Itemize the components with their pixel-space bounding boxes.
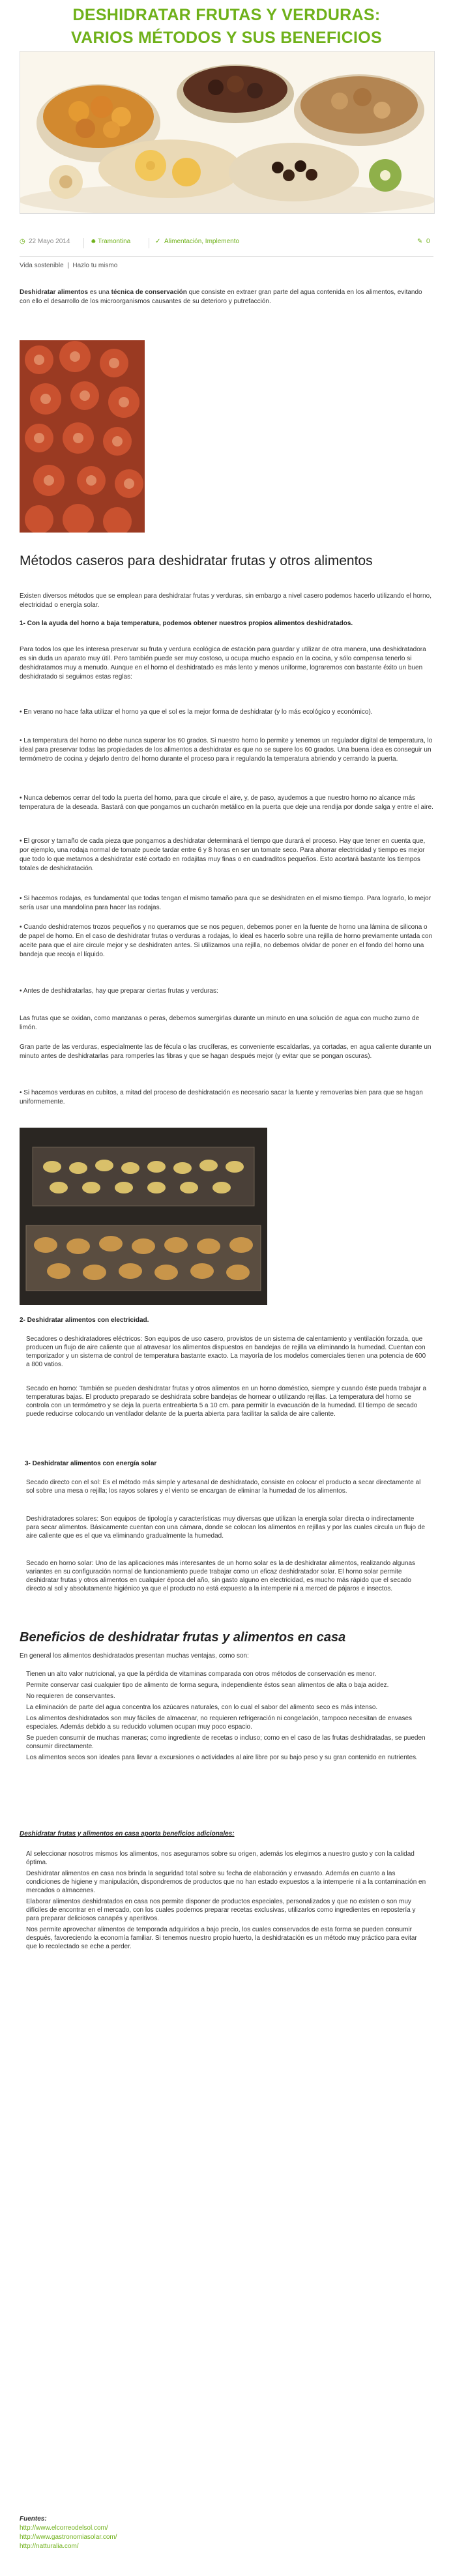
electricidad-paragraph-2: Secado en horno: También se pueden deshidratar frutas y otros alimentos en un horno doméstico, siempre y cuando éste pueda trabajar a temperaturas bajas. El producto preparado se deshidrata sobre bandejas de hornear o utilizando rejillas. La temperatura del horno se controla con un termómetro y se deja la puerta entreabierta 5 a 10 cm. para permitir la evacuación de la humedad. El tiempo de secado puede reducirse colocando un ventilador delante de la puerta abierta para facilitar la salida de aire caliente. — [26, 1385, 427, 1418]
hero-image-dried-fruits — [20, 51, 435, 214]
sources-label: Fuentes: — [20, 2515, 47, 2523]
list-item: No requieren de conservantes. — [26, 1693, 115, 1700]
bullet-verano: • En verano no hace falta utilizar el horno ya que el sol es la mejor forma de deshidratar (y lo más ecológico y económico). — [20, 709, 373, 716]
subheading-electricidad: 2- Deshidratar alimentos con electricidad. — [20, 1317, 149, 1324]
beneficios-extra-list — [26, 1850, 427, 1954]
frutas-paragraph: Las frutas que se oxidan, como manzanas o peras, debemos sumergirlas durante un minuto en una solución de agua con mucho zumo de limón. — [20, 1015, 420, 1031]
section-heading-beneficios: Beneficios de deshidratar frutas y alimentos en casa — [20, 1630, 346, 1645]
horno-paragraph: Para todos los que les interesa preservar su fruta y verdura ecológica de estación para guardar y utilizar de otra manera, una deshidratadora es sin duda un aparato muy útil. Pero también puede ser muy costoso, u ocupa mucho espacio en la cocina, y sólo compensa tenerlo si deshidratamos muy a menudo. Aunque en el horno el deshidratado es más lento y menos uniforme, lograremos con bastante éxito un buen deshidratado si seguimos estas reglas: — [20, 646, 426, 681]
list-item: Permite conservar casi cualquier tipo de alimento de forma segura, independiente éstos sean alimentos de alta o baja acidez. — [26, 1682, 389, 1689]
list-item: Los alimentos secos son ideales para llevar a excursiones o actividades al aire libre por su bajo peso y su gran contenido en nutrientes. — [26, 1754, 418, 1761]
article-meta — [20, 238, 433, 250]
image-oven-trays — [20, 1128, 267, 1305]
bullet-rodajas: • Si hacemos rodajas, es fundamental que todas tengan el mismo tamaño para que se deshidraten en el mismo tiempo. Para lograrlo, lo mejor sería usar una mandolina para hacer las rodajas. — [20, 895, 431, 911]
solar-paragraph-3: Secado en horno solar: Uno de las aplicaciones más interesantes de un horno solar es la de deshidratar alimentos, realizando algunas variantes en su configuración normal de funcionamiento puede trabajar como un eficaz deshidratador solar. El horno solar permite deshidratar frutas y otros alimentos en cualquier época del año, sin gasto alguno en electricidad, es mucho más rápido que el secado directo al sol y absolutamente higiénico ya que el producto no está expuesto a la intemperie ni a merced de pájaros e insectos. — [26, 1560, 416, 1592]
divider — [83, 238, 84, 248]
page-title — [0, 4, 453, 50]
bullet-temperatura: • La temperatura del horno no debe nunca superar los 60 grados. Si nuestro horno lo permite y tenemos un regulador digital de temperatura, lo ideal para preservar todas las propiedades de los alimentos a deshidratar es que no se supere los 60 grados. Una buena idea es conseguir un termómetro de cocina y dejarlo dentro del horno durante el proceso para ir regulando la temperatura abriendo y cerrando la puerta. — [20, 737, 433, 763]
comment-count[interactable]: 0 — [426, 238, 430, 245]
source-link[interactable]: http://www.gastronomiasolar.com/ — [20, 2534, 117, 2541]
tag-link[interactable]: Vida sostenible — [20, 262, 64, 269]
bullet-puerta: • Nunca debemos cerrar del todo la puerta del horno, para que circule el aire, y, de paso, ayudemos a que nuestro horno no alcance más temperatura de la deseada. Bastará con que pongamos un cucharón metálico en la puerta que deje una rendija por donde salga y entre el aire. — [20, 795, 433, 811]
user-icon: ☻ — [90, 238, 97, 245]
bullet-trozos: • Cuando deshidratemos trozos pequeños y no queramos que se nos peguen, debemos poner en la fuente de horno una lámina de silicona o de papel de horno. En el caso de deshidratar frutas o verduras a rodajas, lo ideal es hacerlo sobre una rejilla de horno previamente untada con aceite para que el aire circule mejor y se deshidraten antes. Si utilizamos una rejilla, no debemos olvidar de poner en el fondo del horno una bandeja que recoja el líquido. — [20, 924, 433, 958]
tag-list — [20, 262, 117, 269]
section-heading-metodos: Métodos caseros para deshidratar frutas y otros alimentos — [20, 553, 373, 568]
subheading-horno: 1- Con la ayuda del horno a baja temperatura, podemos obtener nuestros propios alimentos deshidratados. — [20, 620, 353, 627]
list-item: Deshidratar alimentos en casa nos brinda la seguridad total sobre su fecha de elaboración y envasado. Además en cuanto a las condiciones de higiene y manipulación, dispondremos de productos que no han estado expuestos a la intemperie ni a la contaminación en mercados o almacenes. — [26, 1870, 426, 1894]
bullet-grosor: • El grosor y tamaño de cada pieza que pongamos a deshidratar determinará el tiempo que durará el proceso. Hay que tener en cuenta que, por ejemplo, una rodaja normal de tomate puede tardar entre 6 y 8 horas en ser un tomate seco. Para ahorrar electricidad y tiempo es mejor que todo lo que metamos a deshidratar esté cortado en rodajitas muy finas o en cuadraditos pequeños. Esto acortará bastante los tiempos totales de deshidratación. — [20, 838, 426, 872]
verduras-paragraph: Gran parte de las verduras, especialmente las de fécula o las crucíferas, es conveniente escaldarlas, ya cortadas, en agua caliente durante un minuto antes de deshidratarlas para romperles las fibras y que se hagan después mejor (y evitar que se pongan oscuras). — [20, 1044, 431, 1060]
list-item: La eliminación de parte del agua concentra los azúcares naturales, con lo cual el sabor del alimento seco es más intenso. — [26, 1704, 378, 1711]
subheading-solar: 3- Deshidratar alimentos con energía solar — [25, 1460, 157, 1467]
solar-paragraph-2: Deshidratadores solares: Son equipos de tipología y características muy diversas que utilizan la energía solar directa o indirectamente para secar alimentos. Básicamente cuentan con una cámara, donde se colocan los alimentos en rejillas y por las cuales circula un flujo de aire caliente que es el que va eliminando gradualmente la humedad. — [26, 1515, 426, 1540]
list-item: Al seleccionar nosotros mismos los alimentos, nos aseguramos sobre su origen, además los elegimos a nuestro gusto y con la calidad óptima. — [26, 1851, 415, 1866]
subheading-beneficios-adicionales: Deshidratar frutas y alimentos en casa aporta beneficios adicionales: — [20, 1830, 235, 1837]
post-date: 22 Mayo 2014 — [29, 238, 70, 245]
calendar-icon: ◷ — [20, 238, 25, 245]
tag-separator: | — [65, 262, 73, 269]
beneficios-list — [26, 1670, 427, 1764]
category-links[interactable]: Alimentación, Implemento — [164, 238, 240, 245]
sources — [20, 2515, 433, 2551]
title-line-1: DESHIDRATAR FRUTAS Y VERDURAS: — [72, 6, 381, 24]
divider — [20, 256, 433, 257]
list-item: Los alimentos deshidratados son muy fáciles de almacenar, no requieren refrigeración ni congelación, tampoco necesitan de envases especiales. Además debido a su reducido volumen ocupan muy poco espacio. — [26, 1715, 413, 1731]
metodos-intro: Existen diversos métodos que se emplean para deshidratar frutas y verduras, sin embargo a nivel casero podemos hacerlo utilizando el horno, electricidad o energía solar. — [20, 593, 432, 609]
bullet-preparar: • Antes de deshidratarlas, hay que preparar ciertas frutas y verduras: — [20, 988, 218, 995]
list-item: Se pueden consumir de muchas maneras; como ingrediente de recetas o incluso; como en el caso de las frutas deshidratadas, se pueden consumir directamente. — [26, 1734, 426, 1750]
list-item: Nos permite aprovechar alimentos de temporada adquiridos a bajo precio, los cuales conservados de esta forma se pueden consumir después, favoreciendo la economía familiar. Si tenemos nuestro propio huerto, la deshidratación es un método muy práctico para evitar que lo recolectado se eche a perder. — [26, 1926, 417, 1950]
image-dried-tomatoes — [20, 340, 145, 533]
author-link[interactable]: Tramontina — [98, 238, 131, 245]
electricidad-paragraph-1: Secadores o deshidratadores eléctricos: Son equipos de uso casero, provistos de un sistema de calentamiento y ventilación forzada, que producen un flujo de aire caliente que al atravesar los alimentos dispuestos en bandejas de rejilla va eliminando la humedad. Cuentan con temporizador y un sistema de control de temperatura bastante exacto. La mayoría de los modelos comerciales tienen una potencia de 600 a 800 vatios. — [26, 1336, 426, 1368]
title-line-2: VARIOS MÉTODOS Y SUS BENEFICIOS — [71, 29, 382, 47]
list-item: Elaborar alimentos deshidratados en casa nos permite disponer de productos especiales, personalizados y que no existen o son muy difíciles de encontrar en el mercado, con los cuales podemos preparar recetas exclusivas, utilizarlos como ingredientes en repostería y para preparar deliciosos canapés y aperitivos. — [26, 1898, 416, 1922]
source-link[interactable]: http://natturalia.com/ — [20, 2543, 79, 2550]
source-link[interactable]: http://www.elcorreodelsol.com/ — [20, 2525, 108, 2532]
solar-paragraph-1: Secado directo con el sol: Es el método más simple y artesanal de deshidratado, consiste en colocar el producto a secar directamente al sol sobre una mesa o rejilla; los rayos solares y el viento se encargan de eliminar la humedad de los alimentos. — [26, 1479, 421, 1495]
bullet-cubitos: • Si hacemos verduras en cubitos, a mitad del proceso de deshidratación es necesario sacar la fuente y removerlas bien para que se hagan uniformemente. — [20, 1089, 423, 1105]
folder-icon: ✓ — [155, 238, 161, 245]
tag-link[interactable]: Hazlo tu mismo — [72, 262, 118, 269]
intro-paragraph: Deshidratar alimentos es una técnica de conservación que consiste en extraer gran parte del agua contenida en los alimentos, evitando con ello el desarrollo de los microorganismos causantes de su deterioro y putrefacción. — [20, 289, 422, 305]
list-item: Tienen un alto valor nutricional, ya que la pérdida de vitaminas comparada con otros métodos de conservación es menor. — [26, 1671, 377, 1678]
beneficios-intro: En general los alimentos deshidratados presentan muchas ventajas, como son: — [20, 1652, 249, 1660]
comments-icon: ✎ — [417, 238, 423, 245]
